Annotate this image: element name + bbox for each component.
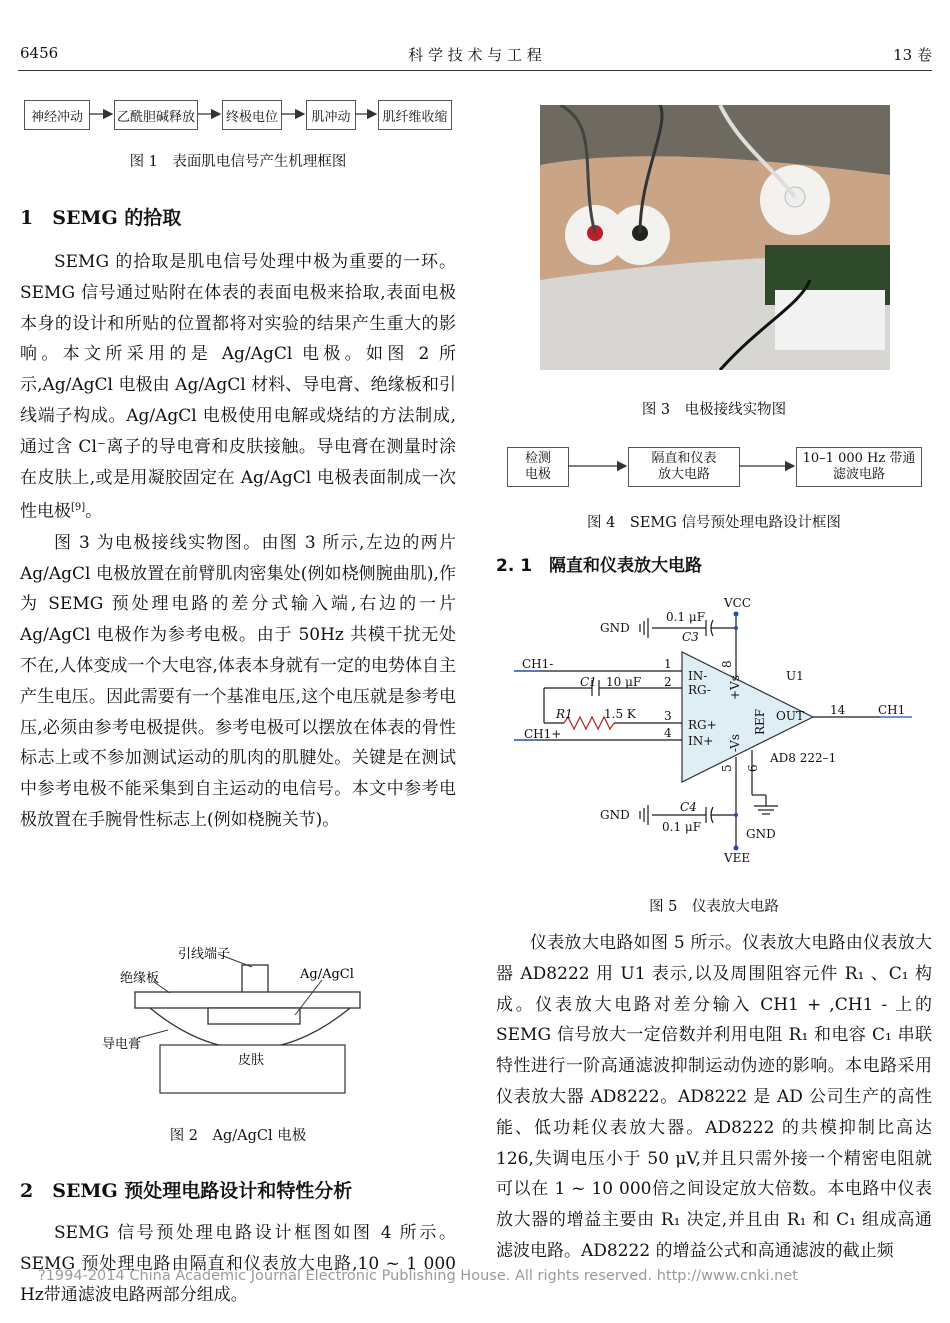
figure-5-caption: 图 5 仪表放大电路 bbox=[649, 899, 779, 915]
label-ref: REF bbox=[753, 708, 767, 735]
flow4-box-filter-line1: 10–1 000 Hz 带通 bbox=[802, 451, 916, 466]
figure-5-circuit bbox=[500, 590, 936, 870]
label-vcc: VCC bbox=[724, 596, 752, 610]
label-ch1-minus: CH1- bbox=[522, 657, 554, 671]
label-in-plus: IN+ bbox=[688, 734, 714, 748]
right-paragraph: 仪表放大电路如图 5 所示。仪表放大电路由仪表放大器 AD8222 用 U1 表示,以及周围阻容元件 R₁ 、C₁ 构成。仪表放大电路对差分输入 CH1 + ,CH1 - 上的 SEMG 信号放大一定倍数并利用电阻 R₁ 和电容 C₁ 串联特性进行一阶高通滤波抑制运动伪迹的影响。本电路采用仪表放大器 AD8222。AD8222 是 AD 公司生产的高性能、低功耗仪表放大器。AD8222 的共模抑制比高达 126,失调电压小于 50 μV,并且只需外接一个精密电阻就可以在 1 ~ 10 000倍之间设定放大倍数。本电路中仪表放大器的增益主要由 R₁ 决定,并且由 R₁ 和 C₁ 组成高通滤波电路。AD8222 的增益公式和高通滤波的截止频 bbox=[496, 933, 932, 1261]
label-rg-minus: RG- bbox=[688, 683, 711, 697]
flow-box-5: 肌纤维收缩 bbox=[378, 100, 452, 130]
figure-4-caption: 图 4 SEMG 信号预处理电路设计框图 bbox=[587, 515, 841, 531]
paragraph-2: 图 3 为电极接线实物图。由图 3 所示,左边的两片 Ag/AgCl 电极放置在前臂肌肉密集处(例如桡侧腕曲肌),作为 SEMG 预处理电路的差分式输入端,右边的一片 Ag/AgCl 电极作为参考电极。由于 50Hz 共模干扰无处不在,人体变成一个大电容,体表本身就有一定的电势体自主产生电压。因此需要有一个基准电压,这个电压就是参考电压,必须由参考电极提供。参考电极可以摆放在体表的骨性标志上或不参加测试运动的肌肉的肌腱处。关键是在测试中参考电极不能采集到自主运动的电信号。本文中参考电极放置在手腕骨性标志上(例如桡腕关节)。 bbox=[20, 532, 456, 830]
label-c4-value: 0.1 μF bbox=[662, 820, 702, 834]
figure-3-photo bbox=[540, 105, 890, 370]
header-rule bbox=[18, 70, 932, 71]
label-skin: 皮肤 bbox=[238, 1053, 265, 1068]
citation-9: [9] bbox=[71, 502, 86, 514]
label-r1: R1 bbox=[556, 707, 573, 721]
right-column-body bbox=[496, 928, 932, 1267]
label-vs-minus: -Vs bbox=[728, 733, 742, 752]
flow4-box-filter bbox=[796, 447, 922, 487]
label-rg-plus: RG+ bbox=[688, 718, 717, 732]
flow-box-4: 肌冲动 bbox=[306, 100, 356, 130]
label-u1: U1 bbox=[786, 669, 804, 683]
label-c1-value: 10 μF bbox=[606, 675, 642, 689]
flow-box-3: 终极电位 bbox=[222, 100, 282, 130]
label-pin14: 14 bbox=[830, 703, 846, 717]
journal-title: 科 学 技 术 与 工 程 bbox=[408, 46, 542, 64]
label-gnd1: GND bbox=[600, 621, 630, 635]
flow4-arrows bbox=[560, 447, 800, 487]
section-2-body bbox=[20, 1218, 456, 1310]
label-pin4: 4 bbox=[664, 726, 672, 740]
label-gnd3: GND bbox=[746, 827, 776, 841]
section-1-title: 1 SEMG 的拾取 bbox=[20, 207, 182, 229]
section-2-paragraph: SEMG 信号预处理电路设计框图如图 4 所示。SEMG 预处理电路由隔直和仪表放大电路,10 ~ 1 000 Hz带通滤波电路两部分组成。 bbox=[20, 1223, 456, 1305]
label-part: AD8 222–1 bbox=[770, 751, 837, 765]
copyright-watermark: ?1994-2014 China Academic Journal Electronic Publishing House. All rights reserved. http://www.cnki.net bbox=[38, 1268, 798, 1284]
label-gnd2: GND bbox=[600, 808, 630, 822]
flow4-box-amplifier-line1: 隔直和仪表 bbox=[651, 451, 717, 466]
label-pin1: 1 bbox=[664, 657, 672, 671]
figure-3-caption: 图 3 电极接线实物图 bbox=[641, 402, 787, 418]
label-c3-value: 0.1 μF bbox=[666, 610, 706, 624]
label-pin5: 5 bbox=[720, 764, 734, 772]
label-insulator: 绝缘板 bbox=[120, 971, 160, 986]
label-pin3: 3 bbox=[664, 709, 672, 723]
flow4-box-amplifier-line2: 放大电路 bbox=[657, 467, 710, 482]
label-ch1-plus: CH1+ bbox=[524, 727, 562, 741]
label-pin2: 2 bbox=[664, 675, 672, 689]
paragraph-1-end: 。 bbox=[85, 502, 103, 523]
page-number: 6456 bbox=[20, 44, 59, 62]
volume: 13 卷 bbox=[893, 46, 932, 64]
label-pin8: 8 bbox=[720, 660, 734, 668]
label-vee: VEE bbox=[724, 851, 751, 865]
label-in-minus: IN- bbox=[688, 669, 708, 683]
flow4-box-detect-line2: 电极 bbox=[524, 467, 551, 482]
figure-2-caption: 图 2 Ag/AgCl 电极 bbox=[169, 1128, 307, 1144]
label-gel: 导电膏 bbox=[102, 1037, 142, 1052]
label-vs-plus: +Vs bbox=[728, 675, 742, 700]
label-ch1-out: CH1 bbox=[878, 703, 906, 717]
label-c3: C3 bbox=[682, 630, 699, 644]
label-terminal: 引线端子 bbox=[178, 947, 231, 962]
flow-arrows bbox=[0, 100, 460, 130]
figure-1-caption: 图 1 表面肌电信号产生机理框图 bbox=[129, 154, 347, 170]
flow-box-2: 乙酰胆碱释放 bbox=[114, 100, 198, 130]
subsection-2-1-title: 2. 1 隔直和仪表放大电路 bbox=[496, 556, 703, 576]
label-c1: C1 bbox=[580, 675, 597, 689]
flow-box-1: 神经冲动 bbox=[24, 100, 90, 130]
flow4-box-filter-line2: 滤波电路 bbox=[832, 467, 885, 482]
agagcl-shape bbox=[208, 1008, 300, 1024]
section-1-body bbox=[20, 247, 456, 836]
label-pin6: 6 bbox=[746, 764, 760, 772]
figure-2-electrode-diagram bbox=[90, 940, 380, 1110]
section-2-title: 2 SEMG 预处理电路设计和特性分析 bbox=[20, 1180, 353, 1202]
label-c4: C4 bbox=[680, 800, 697, 814]
label-agagcl: Ag/AgCl bbox=[300, 967, 354, 982]
label-out: OUT bbox=[776, 709, 804, 723]
insulator-shape bbox=[135, 992, 360, 1008]
flow4-box-detect-line1: 检测 bbox=[524, 451, 551, 466]
paragraph-1: SEMG 的拾取是肌电信号处理中极为重要的一环。SEMG 信号通过贴附在体表的表面电极来拾取,表面电极本身的设计和所贴的位置都将对实验的结果产生重大的影响。本文所采用的是 Ag/AgCl 电极。如图 2 所示,Ag/AgCl 电极由 Ag/AgCl 材料、导电膏、绝缘板和引线端子构成。Ag/AgCl 电极使用电解或烧结的方法制成,通过含 Cl⁻离子的导电膏和皮肤接触。导电膏在测量时涂在皮肤上,或是用凝胶固定在 Ag/AgCl 电极表面制成一次性电极 bbox=[20, 252, 456, 523]
label-r1-value: 1.5 K bbox=[604, 707, 636, 721]
